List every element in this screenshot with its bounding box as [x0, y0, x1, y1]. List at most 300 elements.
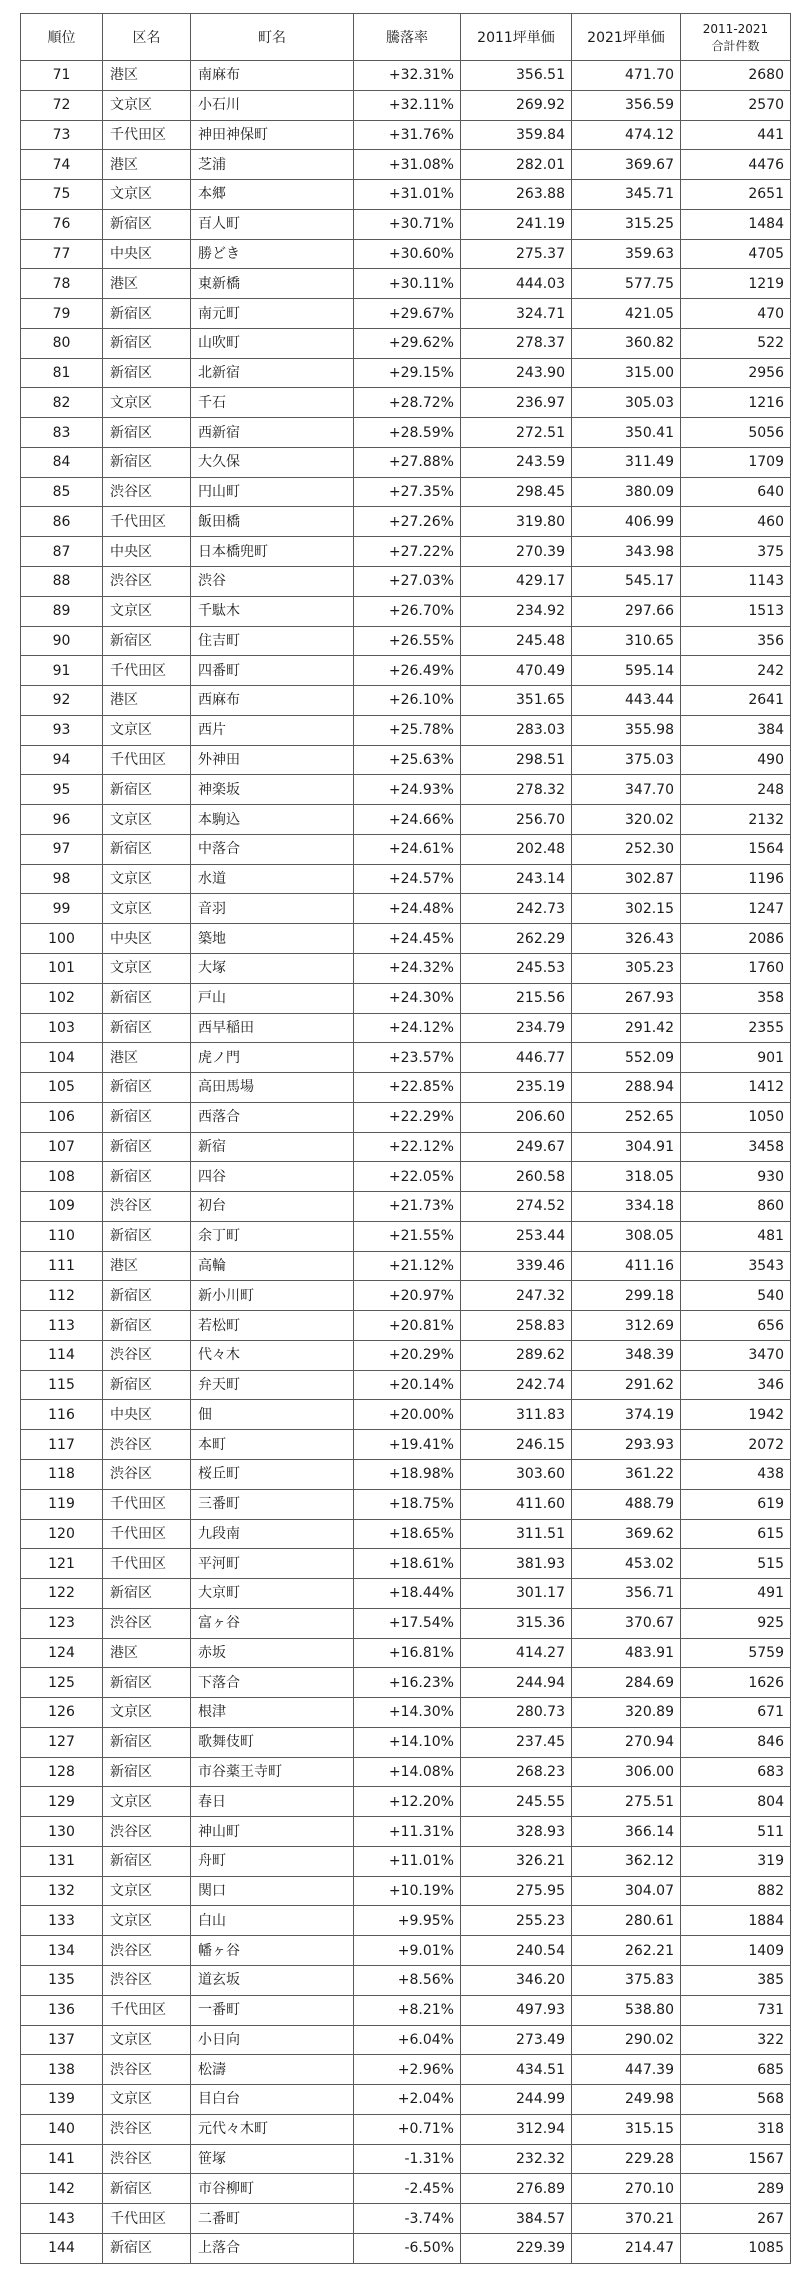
cell-rate: +28.72% [354, 388, 461, 418]
cell-total-count: 346 [681, 1370, 791, 1400]
cell-town: 根津 [191, 1698, 354, 1728]
cell-price-2021: 284.69 [572, 1668, 681, 1698]
cell-price-2021: 347.70 [572, 775, 681, 805]
cell-total-count: 375 [681, 537, 791, 567]
cell-rate: +18.98% [354, 1459, 461, 1489]
table-row [21, 1459, 791, 1489]
cell-ward: 新宿区 [103, 418, 191, 448]
cell-price-2021: 447.39 [572, 2055, 681, 2085]
cell-total-count: 1050 [681, 1102, 791, 1132]
cell-price-2021: 308.05 [572, 1221, 681, 1251]
ranking-table-container [20, 13, 791, 2264]
cell-rate: +31.01% [354, 180, 461, 210]
cell-price-2011: 346.20 [461, 1966, 572, 1996]
cell-price-2011: 243.14 [461, 864, 572, 894]
table-row [21, 1400, 791, 1430]
cell-rank: 94 [21, 745, 103, 775]
cell-price-2011: 245.48 [461, 626, 572, 656]
cell-price-2011: 268.23 [461, 1757, 572, 1787]
table-row [21, 1906, 791, 1936]
cell-price-2021: 280.61 [572, 1906, 681, 1936]
cell-town: 大久保 [191, 447, 354, 477]
table-row [21, 1132, 791, 1162]
cell-ward: 港区 [103, 686, 191, 716]
cell-price-2011: 243.59 [461, 447, 572, 477]
table-row [21, 1519, 791, 1549]
cell-total-count: 4705 [681, 239, 791, 269]
cell-ward: 新宿区 [103, 983, 191, 1013]
cell-total-count: 318 [681, 2114, 791, 2144]
cell-town: 歌舞伎町 [191, 1727, 354, 1757]
cell-ward: 新宿区 [103, 1846, 191, 1876]
cell-price-2021: 291.62 [572, 1370, 681, 1400]
table-row [21, 447, 791, 477]
cell-rank: 136 [21, 1995, 103, 2025]
cell-total-count: 5056 [681, 418, 791, 448]
table-row [21, 1668, 791, 1698]
cell-price-2011: 270.39 [461, 537, 572, 567]
cell-ward: 千代田区 [103, 1995, 191, 2025]
cell-rank: 92 [21, 686, 103, 716]
table-row [21, 864, 791, 894]
cell-ward: 千代田区 [103, 1549, 191, 1579]
cell-ward: 文京区 [103, 715, 191, 745]
cell-price-2011: 324.71 [461, 299, 572, 329]
table-row [21, 1489, 791, 1519]
cell-price-2021: 370.67 [572, 1608, 681, 1638]
cell-price-2011: 282.01 [461, 150, 572, 180]
cell-price-2011: 411.60 [461, 1489, 572, 1519]
cell-total-count: 1216 [681, 388, 791, 418]
cell-rank: 73 [21, 120, 103, 150]
cell-price-2011: 272.51 [461, 418, 572, 448]
table-row [21, 596, 791, 626]
cell-ward: 渋谷区 [103, 1459, 191, 1489]
cell-town: 水道 [191, 864, 354, 894]
cell-total-count: 515 [681, 1549, 791, 1579]
cell-price-2011: 243.90 [461, 358, 572, 388]
cell-ward: 千代田区 [103, 656, 191, 686]
cell-price-2011: 283.03 [461, 715, 572, 745]
cell-price-2011: 315.36 [461, 1608, 572, 1638]
cell-rate: +24.45% [354, 924, 461, 954]
cell-town: 南元町 [191, 299, 354, 329]
cell-rank: 140 [21, 2114, 103, 2144]
cell-rank: 120 [21, 1519, 103, 1549]
cell-ward: 文京区 [103, 90, 191, 120]
cell-total-count: 2132 [681, 805, 791, 835]
table-row [21, 805, 791, 835]
cell-town: 小日向 [191, 2025, 354, 2055]
table-row [21, 834, 791, 864]
table-row [21, 537, 791, 567]
cell-town: 築地 [191, 924, 354, 954]
cell-rank: 95 [21, 775, 103, 805]
cell-town: 神田神保町 [191, 120, 354, 150]
cell-ward: 文京区 [103, 1906, 191, 1936]
cell-rank: 113 [21, 1311, 103, 1341]
cell-total-count: 656 [681, 1311, 791, 1341]
cell-total-count: 242 [681, 656, 791, 686]
cell-price-2021: 343.98 [572, 537, 681, 567]
cell-total-count: 2072 [681, 1430, 791, 1460]
cell-rate: +22.12% [354, 1132, 461, 1162]
cell-rank: 87 [21, 537, 103, 567]
cell-price-2021: 267.93 [572, 983, 681, 1013]
cell-rank: 103 [21, 1013, 103, 1043]
cell-rate: +29.67% [354, 299, 461, 329]
cell-total-count: 3470 [681, 1340, 791, 1370]
cell-ward: 港区 [103, 1251, 191, 1281]
cell-price-2011: 274.52 [461, 1192, 572, 1222]
cell-town: 中落合 [191, 834, 354, 864]
cell-price-2011: 311.83 [461, 1400, 572, 1430]
cell-rank: 142 [21, 2174, 103, 2204]
cell-rate: +12.20% [354, 1787, 461, 1817]
cell-town: 勝どき [191, 239, 354, 269]
cell-ward: 新宿区 [103, 447, 191, 477]
cell-ward: 新宿区 [103, 2174, 191, 2204]
cell-total-count: 925 [681, 1608, 791, 1638]
cell-ward: 新宿区 [103, 1370, 191, 1400]
cell-price-2021: 229.28 [572, 2144, 681, 2174]
cell-price-2011: 244.99 [461, 2085, 572, 2115]
cell-price-2011: 278.32 [461, 775, 572, 805]
cell-rate: +24.66% [354, 805, 461, 835]
table-row [21, 2085, 791, 2115]
cell-ward: 文京区 [103, 388, 191, 418]
table-row [21, 626, 791, 656]
cell-total-count: 568 [681, 2085, 791, 2115]
cell-price-2021: 262.21 [572, 1936, 681, 1966]
cell-town: 飯田橋 [191, 507, 354, 537]
table-row [21, 209, 791, 239]
table-row [21, 1846, 791, 1876]
table-row [21, 567, 791, 597]
cell-rate: +27.03% [354, 567, 461, 597]
cell-rank: 102 [21, 983, 103, 1013]
cell-ward: 中央区 [103, 239, 191, 269]
cell-town: 平河町 [191, 1549, 354, 1579]
header-total-count [681, 14, 791, 61]
cell-rank: 138 [21, 2055, 103, 2085]
cell-rank: 143 [21, 2204, 103, 2234]
table-row [21, 1311, 791, 1341]
price-change-table [20, 13, 791, 2264]
cell-price-2021: 304.91 [572, 1132, 681, 1162]
cell-price-2021: 369.67 [572, 150, 681, 180]
cell-price-2021: 252.65 [572, 1102, 681, 1132]
cell-rate: +6.04% [354, 2025, 461, 2055]
cell-total-count: 3458 [681, 1132, 791, 1162]
table-row [21, 1281, 791, 1311]
table-row [21, 656, 791, 686]
cell-price-2011: 249.67 [461, 1132, 572, 1162]
cell-ward: 新宿区 [103, 209, 191, 239]
cell-ward: 渋谷区 [103, 1192, 191, 1222]
cell-rate: +22.85% [354, 1073, 461, 1103]
cell-total-count: 2570 [681, 90, 791, 120]
cell-ward: 渋谷区 [103, 1430, 191, 1460]
cell-ward: 渋谷区 [103, 1936, 191, 1966]
cell-rank: 82 [21, 388, 103, 418]
cell-total-count: 846 [681, 1727, 791, 1757]
cell-rate: +18.44% [354, 1579, 461, 1609]
cell-ward: 文京区 [103, 1787, 191, 1817]
cell-price-2011: 497.93 [461, 1995, 572, 2025]
cell-town: 百人町 [191, 209, 354, 239]
cell-total-count: 1196 [681, 864, 791, 894]
cell-price-2021: 350.41 [572, 418, 681, 448]
cell-price-2021: 471.70 [572, 61, 681, 91]
cell-price-2011: 298.45 [461, 477, 572, 507]
cell-rate: +11.31% [354, 1817, 461, 1847]
cell-price-2011: 260.58 [461, 1162, 572, 1192]
cell-total-count: 491 [681, 1579, 791, 1609]
cell-price-2021: 214.47 [572, 2233, 681, 2263]
cell-total-count: 3543 [681, 1251, 791, 1281]
cell-price-2021: 304.07 [572, 1876, 681, 1906]
table-row [21, 1757, 791, 1787]
cell-town: 西麻布 [191, 686, 354, 716]
cell-price-2011: 247.32 [461, 1281, 572, 1311]
cell-town: 松濤 [191, 2055, 354, 2085]
cell-town: 外神田 [191, 745, 354, 775]
cell-ward: 新宿区 [103, 1311, 191, 1341]
cell-town: 道玄坂 [191, 1966, 354, 1996]
cell-ward: 港区 [103, 1043, 191, 1073]
cell-ward: 文京区 [103, 953, 191, 983]
cell-town: 舟町 [191, 1846, 354, 1876]
cell-rate: +18.61% [354, 1549, 461, 1579]
cell-total-count: 1942 [681, 1400, 791, 1430]
cell-town: 余丁町 [191, 1221, 354, 1251]
cell-price-2021: 356.59 [572, 90, 681, 120]
cell-ward: 新宿区 [103, 1073, 191, 1103]
cell-rate: +24.30% [354, 983, 461, 1013]
cell-total-count: 882 [681, 1876, 791, 1906]
cell-rate: +16.81% [354, 1638, 461, 1668]
cell-rank: 91 [21, 656, 103, 686]
cell-rate: +26.55% [354, 626, 461, 656]
cell-rank: 85 [21, 477, 103, 507]
table-row [21, 299, 791, 329]
cell-price-2011: 339.46 [461, 1251, 572, 1281]
cell-town: 虎ノ門 [191, 1043, 354, 1073]
cell-town: 大塚 [191, 953, 354, 983]
cell-rate: +24.61% [354, 834, 461, 864]
cell-total-count: 490 [681, 745, 791, 775]
cell-price-2021: 362.12 [572, 1846, 681, 1876]
cell-rate: +31.76% [354, 120, 461, 150]
cell-ward: 文京区 [103, 894, 191, 924]
cell-price-2021: 290.02 [572, 2025, 681, 2055]
cell-rate: +9.95% [354, 1906, 461, 1936]
cell-rank: 101 [21, 953, 103, 983]
cell-price-2021: 249.98 [572, 2085, 681, 2115]
cell-price-2021: 577.75 [572, 269, 681, 299]
cell-total-count: 1626 [681, 1668, 791, 1698]
cell-ward: 渋谷区 [103, 2144, 191, 2174]
cell-rank: 139 [21, 2085, 103, 2115]
cell-rate: +22.29% [354, 1102, 461, 1132]
cell-ward: 千代田区 [103, 1489, 191, 1519]
table-row [21, 2055, 791, 2085]
cell-ward: 新宿区 [103, 1757, 191, 1787]
cell-price-2011: 234.79 [461, 1013, 572, 1043]
table-row [21, 1876, 791, 1906]
cell-ward: 文京区 [103, 2085, 191, 2115]
cell-price-2011: 263.88 [461, 180, 572, 210]
table-row [21, 507, 791, 537]
cell-price-2021: 326.43 [572, 924, 681, 954]
cell-price-2011: 206.60 [461, 1102, 572, 1132]
header-total-count-label: 合計件数 [711, 39, 760, 53]
cell-total-count: 731 [681, 1995, 791, 2025]
cell-rank: 83 [21, 418, 103, 448]
cell-rank: 107 [21, 1132, 103, 1162]
cell-town: 笹塚 [191, 2144, 354, 2174]
cell-rank: 89 [21, 596, 103, 626]
cell-price-2021: 315.25 [572, 209, 681, 239]
table-row [21, 358, 791, 388]
cell-price-2021: 302.87 [572, 864, 681, 894]
cell-town: 千駄木 [191, 596, 354, 626]
cell-price-2011: 444.03 [461, 269, 572, 299]
cell-total-count: 1760 [681, 953, 791, 983]
cell-rate: +16.23% [354, 1668, 461, 1698]
cell-price-2011: 246.15 [461, 1430, 572, 1460]
cell-town: 三番町 [191, 1489, 354, 1519]
cell-price-2011: 381.93 [461, 1549, 572, 1579]
table-row [21, 2204, 791, 2234]
cell-rate: +30.71% [354, 209, 461, 239]
cell-ward: 文京区 [103, 1876, 191, 1906]
cell-price-2021: 310.65 [572, 626, 681, 656]
cell-rank: 72 [21, 90, 103, 120]
cell-total-count: 901 [681, 1043, 791, 1073]
cell-price-2011: 289.62 [461, 1340, 572, 1370]
cell-rate: -3.74% [354, 2204, 461, 2234]
cell-town: 目白台 [191, 2085, 354, 2115]
cell-rank: 86 [21, 507, 103, 537]
cell-rank: 99 [21, 894, 103, 924]
cell-total-count: 1567 [681, 2144, 791, 2174]
table-row [21, 1787, 791, 1817]
cell-rank: 130 [21, 1817, 103, 1847]
cell-rank: 100 [21, 924, 103, 954]
cell-total-count: 540 [681, 1281, 791, 1311]
cell-price-2021: 270.94 [572, 1727, 681, 1757]
cell-ward: 文京区 [103, 864, 191, 894]
cell-price-2021: 545.17 [572, 567, 681, 597]
cell-total-count: 358 [681, 983, 791, 1013]
cell-rank: 134 [21, 1936, 103, 1966]
cell-town: 円山町 [191, 477, 354, 507]
cell-town: 山吹町 [191, 328, 354, 358]
cell-price-2011: 351.65 [461, 686, 572, 716]
cell-price-2011: 241.19 [461, 209, 572, 239]
cell-total-count: 460 [681, 507, 791, 537]
cell-price-2011: 237.45 [461, 1727, 572, 1757]
cell-total-count: 671 [681, 1698, 791, 1728]
cell-price-2011: 326.21 [461, 1846, 572, 1876]
cell-rank: 137 [21, 2025, 103, 2055]
cell-rank: 121 [21, 1549, 103, 1579]
cell-town: 市谷柳町 [191, 2174, 354, 2204]
cell-total-count: 248 [681, 775, 791, 805]
cell-rate: +24.93% [354, 775, 461, 805]
cell-rank: 84 [21, 447, 103, 477]
cell-price-2021: 306.00 [572, 1757, 681, 1787]
cell-rate: -1.31% [354, 2144, 461, 2174]
cell-rate: +31.08% [354, 150, 461, 180]
cell-rate: +20.81% [354, 1311, 461, 1341]
cell-price-2021: 356.71 [572, 1579, 681, 1609]
cell-rate: +14.30% [354, 1698, 461, 1728]
table-row [21, 953, 791, 983]
cell-price-2021: 366.14 [572, 1817, 681, 1847]
cell-rank: 132 [21, 1876, 103, 1906]
table-row [21, 2025, 791, 2055]
table-body [21, 61, 791, 2264]
table-row [21, 180, 791, 210]
cell-ward: 新宿区 [103, 1013, 191, 1043]
cell-price-2011: 434.51 [461, 2055, 572, 2085]
cell-rate: +32.31% [354, 61, 461, 91]
cell-price-2011: 301.17 [461, 1579, 572, 1609]
cell-total-count: 2086 [681, 924, 791, 954]
table-row [21, 1162, 791, 1192]
cell-price-2011: 303.60 [461, 1459, 572, 1489]
cell-rate: +32.11% [354, 90, 461, 120]
table-row [21, 1102, 791, 1132]
table-row [21, 1549, 791, 1579]
cell-ward: 新宿区 [103, 626, 191, 656]
cell-town: 市谷薬王寺町 [191, 1757, 354, 1787]
cell-price-2021: 318.05 [572, 1162, 681, 1192]
cell-town: 新宿 [191, 1132, 354, 1162]
table-row [21, 1073, 791, 1103]
cell-price-2021: 320.02 [572, 805, 681, 835]
cell-price-2011: 229.39 [461, 2233, 572, 2263]
cell-town: 本郷 [191, 180, 354, 210]
cell-total-count: 619 [681, 1489, 791, 1519]
cell-rate: +20.00% [354, 1400, 461, 1430]
header-town: 町名 [191, 14, 354, 61]
cell-total-count: 385 [681, 1966, 791, 1996]
cell-total-count: 640 [681, 477, 791, 507]
cell-price-2011: 311.51 [461, 1519, 572, 1549]
cell-ward: 千代田区 [103, 745, 191, 775]
cell-rank: 79 [21, 299, 103, 329]
cell-rate: +21.55% [354, 1221, 461, 1251]
cell-price-2021: 595.14 [572, 656, 681, 686]
cell-rank: 115 [21, 1370, 103, 1400]
cell-total-count: 267 [681, 2204, 791, 2234]
cell-total-count: 356 [681, 626, 791, 656]
cell-rank: 108 [21, 1162, 103, 1192]
cell-rate: +14.10% [354, 1727, 461, 1757]
cell-ward: 新宿区 [103, 1281, 191, 1311]
cell-price-2021: 360.82 [572, 328, 681, 358]
cell-rate: +21.12% [354, 1251, 461, 1281]
header-price-2021: 2021坪単価 [572, 14, 681, 61]
cell-price-2011: 275.37 [461, 239, 572, 269]
table-row [21, 418, 791, 448]
cell-price-2021: 334.18 [572, 1192, 681, 1222]
cell-total-count: 1484 [681, 209, 791, 239]
